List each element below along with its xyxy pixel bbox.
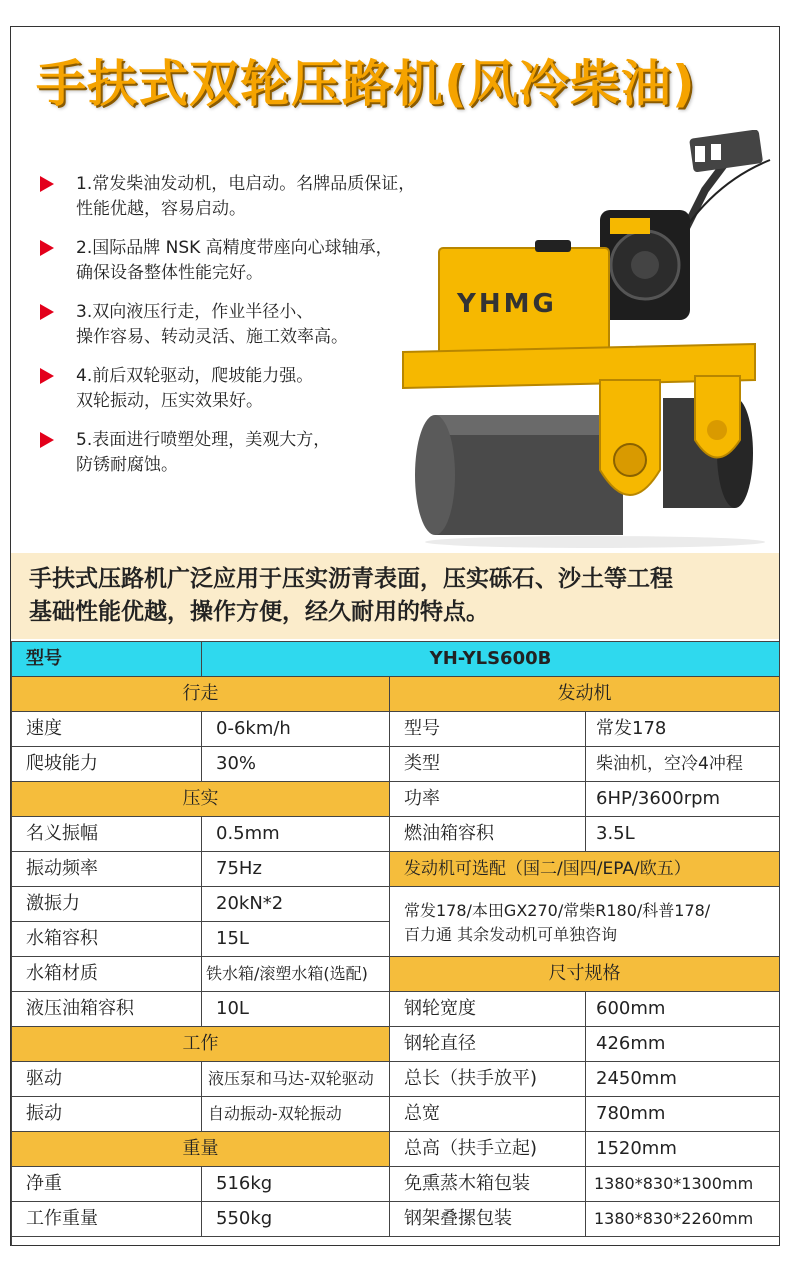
spec-value: 1380*830*2260mm — [586, 1202, 780, 1236]
spec-value: 10L — [202, 992, 390, 1026]
table-row — [12, 1132, 390, 1167]
engine-options-text — [390, 887, 780, 956]
spec-value: 液压泵和马达-双轮驱动 — [202, 1062, 390, 1096]
table-row — [390, 957, 780, 992]
table-row — [12, 922, 390, 957]
table-row — [390, 1167, 780, 1202]
red-triangle-icon — [40, 432, 54, 448]
feature-text: 1.常发柴油发动机，电启动。名牌品质保证， — [76, 174, 416, 194]
banner-text: 手扶式压路机广泛应用于压实沥青表面，压实砾石、沙土等工程 — [29, 566, 673, 592]
spec-key: 速度 — [12, 712, 202, 746]
section-header-weight: 重量 — [12, 1132, 390, 1166]
table-row — [12, 817, 390, 852]
table-row — [12, 852, 390, 887]
spec-key: 工作重量 — [12, 1202, 202, 1236]
table-row — [390, 782, 780, 817]
table-row — [12, 712, 390, 747]
spec-key: 振动频率 — [12, 852, 202, 886]
spec-key: 功率 — [390, 782, 586, 816]
table-row — [390, 1202, 780, 1237]
feature-text: 操作容易、转动灵活、施工效率高。 — [76, 327, 348, 347]
section-header-travel: 行走 — [12, 677, 390, 711]
spec-value: 0.5mm — [202, 817, 390, 851]
spec-key: 名义振幅 — [12, 817, 202, 851]
table-row — [12, 1027, 390, 1062]
spec-value: 75Hz — [202, 852, 390, 886]
spec-value: 15L — [202, 922, 390, 956]
table-row — [390, 1027, 780, 1062]
table-row — [390, 1097, 780, 1132]
spec-key: 总长（扶手放平) — [390, 1062, 586, 1096]
page-title: 手扶式双轮压路机(风冷柴油) — [36, 55, 696, 113]
feature-text: 5.表面进行喷塑处理，美观大方， — [76, 430, 331, 450]
spec-key: 免熏蒸木箱包装 — [390, 1167, 586, 1201]
spec-value: 6HP/3600rpm — [586, 782, 780, 816]
spec-key: 振动 — [12, 1097, 202, 1131]
feature-text: 防锈耐腐蚀。 — [76, 455, 178, 475]
spec-value: 20kN*2 — [202, 887, 390, 921]
spec-key: 驱动 — [12, 1062, 202, 1096]
table-row — [12, 677, 390, 712]
spec-table — [11, 641, 779, 1246]
description-banner — [11, 553, 779, 639]
spec-key: 钢轮直径 — [390, 1027, 586, 1061]
options-line: 常发178/本田GX270/常柴R180/科普178/ — [404, 901, 711, 920]
spec-key: 爬坡能力 — [12, 747, 202, 781]
spec-key: 液压油箱容积 — [12, 992, 202, 1026]
feature-text: 性能优越，容易启动。 — [76, 199, 246, 219]
table-row — [12, 992, 390, 1027]
banner-text: 基础性能优越，操作方便，经久耐用的特点。 — [29, 599, 489, 625]
spec-key: 钢架叠摞包装 — [390, 1202, 586, 1236]
table-row — [12, 747, 390, 782]
spec-value: 426mm — [586, 1027, 780, 1061]
table-row — [12, 887, 390, 922]
table-row — [12, 1202, 390, 1237]
section-header-compaction: 压实 — [12, 782, 390, 816]
machine-brand-logo: YHMG — [457, 289, 557, 319]
spec-key: 水箱材质 — [12, 957, 202, 991]
spec-key: 净重 — [12, 1167, 202, 1201]
red-triangle-icon — [40, 368, 54, 384]
spec-value: 3.5L — [586, 817, 780, 851]
table-row — [390, 677, 780, 712]
red-triangle-icon — [40, 304, 54, 320]
spec-value: 600mm — [586, 992, 780, 1026]
road-roller-illustration — [395, 130, 775, 550]
spec-value: 2450mm — [586, 1062, 780, 1096]
feature-text: 2.国际品牌 NSK 高精度带座向心球轴承， — [76, 238, 393, 258]
spec-key: 燃油箱容积 — [390, 817, 586, 851]
table-row — [390, 887, 780, 957]
table-row — [390, 712, 780, 747]
spec-value: 550kg — [202, 1202, 390, 1236]
red-triangle-icon — [40, 176, 54, 192]
spec-value: 1520mm — [586, 1132, 780, 1166]
table-row — [12, 957, 390, 992]
spec-key: 型号 — [390, 712, 586, 746]
table-row — [390, 1062, 780, 1097]
spec-value: 柴油机，空冷4冲程 — [586, 747, 780, 781]
table-row — [12, 1062, 390, 1097]
feature-text: 确保设备整体性能完好。 — [76, 263, 263, 283]
spec-key: 钢轮宽度 — [390, 992, 586, 1026]
table-row — [12, 1097, 390, 1132]
model-row — [12, 642, 780, 677]
section-header-work: 工作 — [12, 1027, 390, 1061]
spec-key: 激振力 — [12, 887, 202, 921]
section-header-engine: 发动机 — [390, 677, 780, 711]
table-row — [390, 747, 780, 782]
options-line: 百力通 其余发动机可单独咨询 — [404, 925, 618, 944]
section-header-dimensions: 尺寸规格 — [390, 957, 780, 991]
table-row — [390, 817, 780, 852]
table-row — [12, 782, 390, 817]
red-triangle-icon — [40, 240, 54, 256]
feature-text: 双轮振动，压实效果好。 — [76, 391, 263, 411]
model-value: YH-YLS600B — [202, 642, 780, 676]
spec-value: 0-6km/h — [202, 712, 390, 746]
spec-key: 水箱容积 — [12, 922, 202, 956]
spec-value: 常发178 — [586, 712, 780, 746]
feature-text: 3.双向液压行走，作业半径小、 — [76, 302, 314, 322]
table-row — [390, 852, 780, 887]
spec-value: 1380*830*1300mm — [586, 1167, 780, 1201]
table-row — [390, 992, 780, 1027]
feature-text: 4.前后双轮驱动，爬坡能力强。 — [76, 366, 314, 386]
table-row — [390, 1132, 780, 1167]
spec-key: 总宽 — [390, 1097, 586, 1131]
spec-key: 类型 — [390, 747, 586, 781]
spec-value: 铁水箱/滚塑水箱(选配) — [202, 957, 390, 991]
table-row — [12, 1167, 390, 1202]
spec-value: 516kg — [202, 1167, 390, 1201]
spec-key: 总高（扶手立起) — [390, 1132, 586, 1166]
spec-value: 30% — [202, 747, 390, 781]
model-label: 型号 — [12, 642, 202, 676]
spec-value: 自动振动-双轮振动 — [202, 1097, 390, 1131]
spec-value: 780mm — [586, 1097, 780, 1131]
section-header-engine-options: 发动机可选配（国二/国四/EPA/欧五） — [390, 852, 780, 886]
